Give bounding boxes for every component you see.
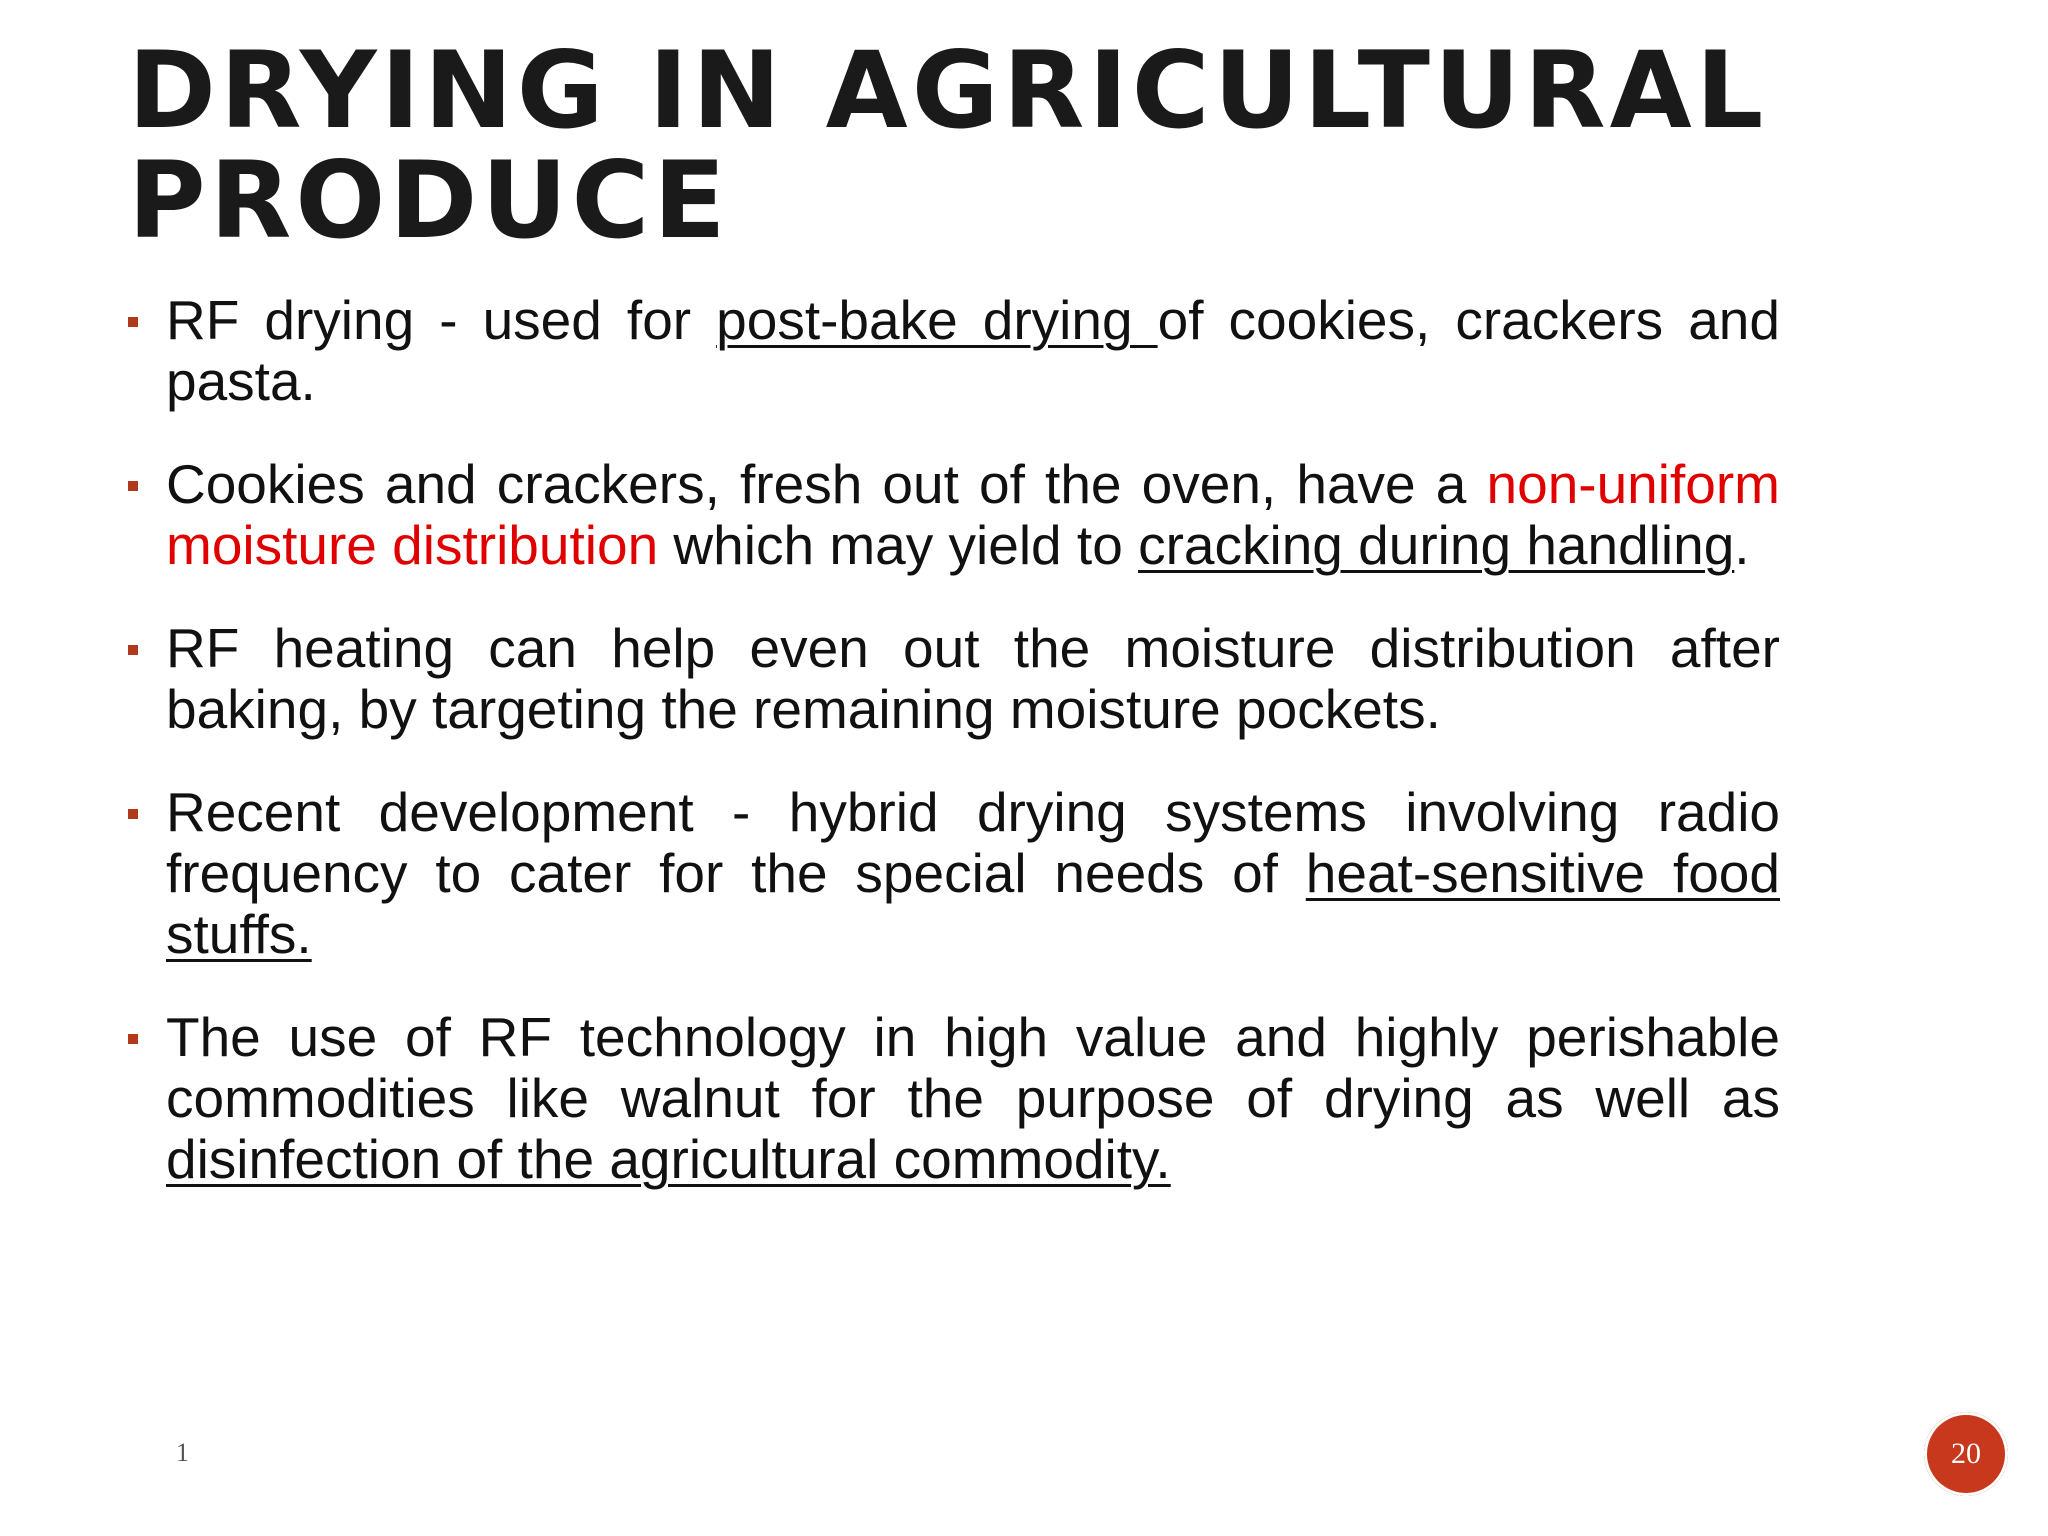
bullet-rf-drying [120,290,1780,412]
bullet-text: RF drying - used for [166,289,717,351]
bullet-text: of cookies, crackers and pasta. [166,289,1780,412]
square-bullet-icon [128,645,138,655]
page-number: 20 [1951,1437,1981,1470]
bullet-text: Cookies and crackers, fresh out of the oven, have a [166,453,1487,515]
content-panel [120,290,1780,1232]
slide-title-line-1: DRYING IN AGRICULTURAL [128,29,1768,152]
footer-number: 1 [176,1438,189,1467]
bullet-recent-development [120,782,1780,965]
slide-title-line-2: PRODUCE [128,139,730,262]
bullet-text: The use of RF technology in high value and highly perishable commodities like walnut for the purpose of drying as well as [166,1006,1780,1129]
underlined-text: cracking during handling [1138,514,1735,576]
square-bullet-icon [128,809,138,819]
highlighted-text: non-uniform moisture distribution [166,453,1780,576]
underlined-text: heat-sensitive food stuffs. [166,842,1780,965]
square-bullet-icon [128,317,138,327]
bullet-text: Recent development - hybrid drying systems involving radio frequency to cater for the special needs of [166,781,1780,904]
square-bullet-icon [128,481,138,491]
page-number-badge [1924,1412,2008,1496]
bullet-rf-heating [120,618,1780,740]
underlined-text: post-bake drying [716,289,1158,351]
square-bullet-icon [128,1034,138,1044]
bullet-text: . [1734,514,1750,576]
underlined-text: disinfection of the agricultural commodity. [166,1128,1171,1190]
bullet-cookies-crackers [120,454,1780,576]
bullet-rf-technology-walnut [120,1007,1780,1190]
slide-title [128,29,1828,262]
bullet-text: RF heating can help even out the moisture distribution after baking, by targeting the remaining moisture pockets. [166,617,1780,740]
bullet-text: which may yield to [658,514,1139,576]
bullet-list [120,290,1780,1190]
